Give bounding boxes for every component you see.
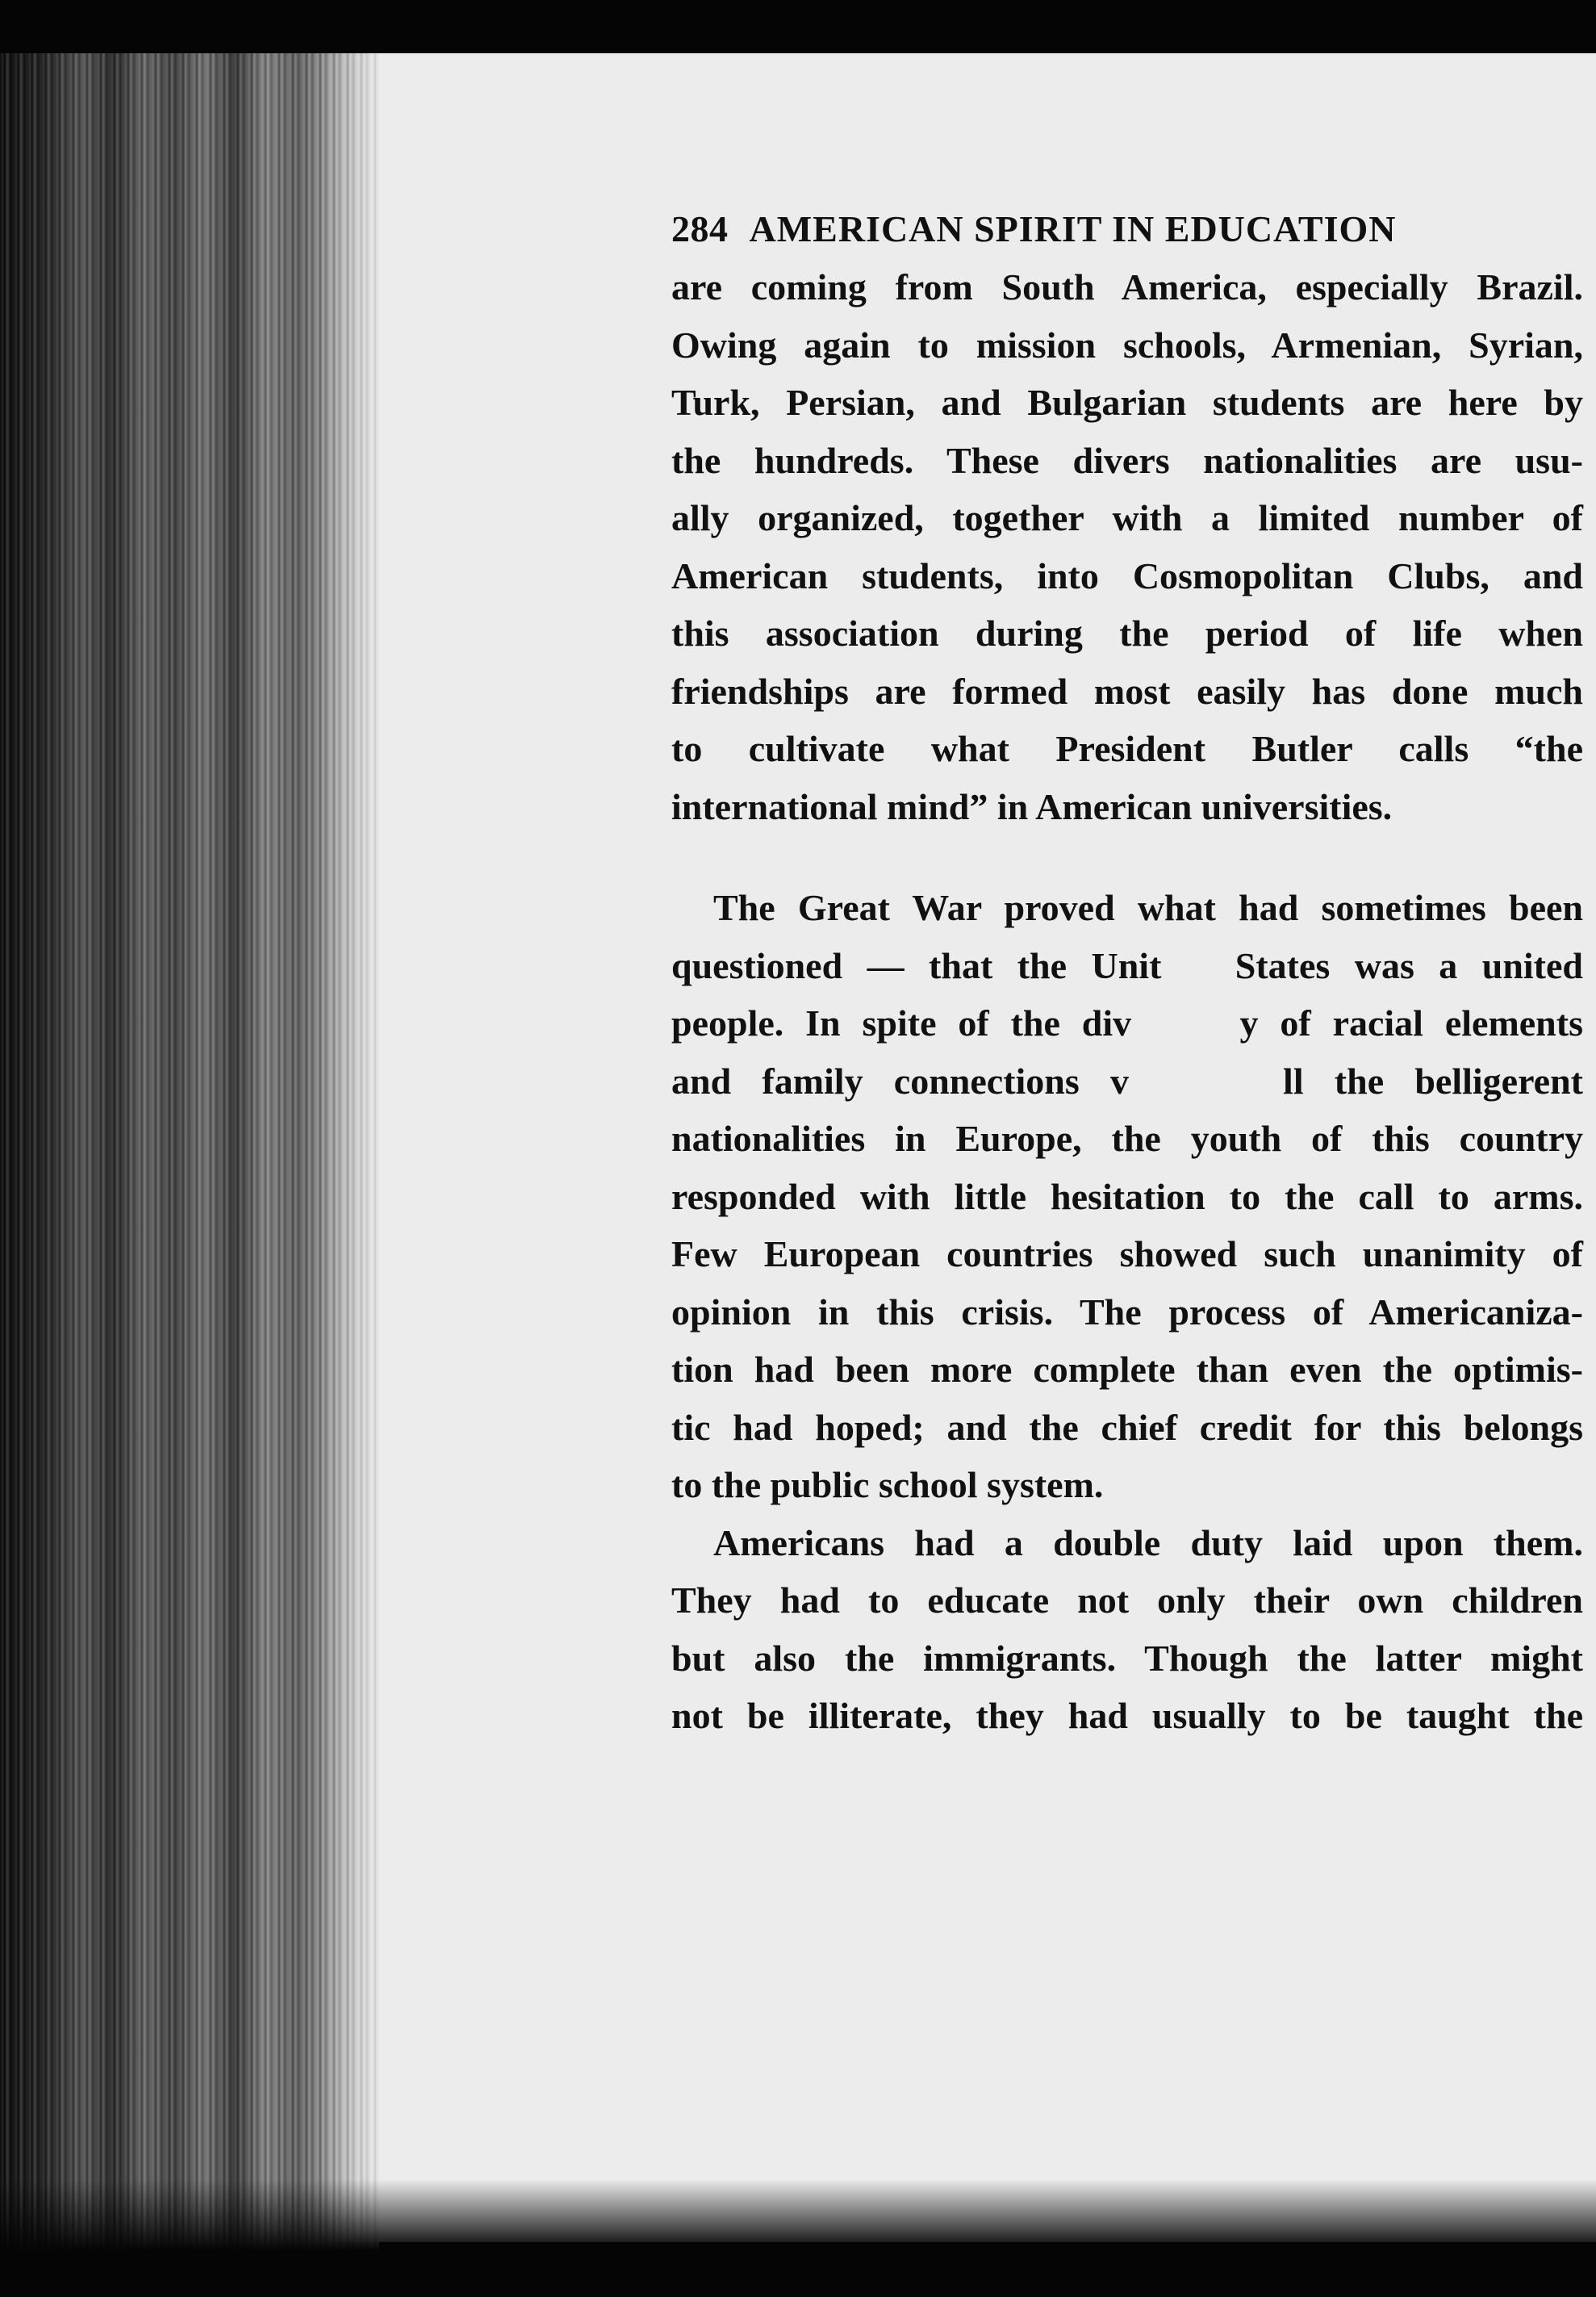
paragraph-3 bbox=[671, 1514, 1583, 1745]
text-line: not be illiterate, they had usually to be taught the bbox=[671, 1695, 1583, 1736]
text-line: Few European countries showed such unanimity of bbox=[671, 1233, 1583, 1274]
text-line: people. In spite of the div y of racial elements bbox=[671, 1002, 1583, 1044]
text-line: to cultivate what President Butler calls “the bbox=[671, 728, 1583, 769]
page-number: 284 bbox=[671, 208, 729, 249]
text-line: The Great War proved what had sometimes been bbox=[713, 887, 1583, 928]
text-line: opinion in this crisis. The process of Americaniza- bbox=[671, 1291, 1583, 1333]
text-line: They had to educate not only their own children bbox=[671, 1579, 1583, 1621]
bottom-shadow bbox=[0, 2179, 1596, 2297]
text-line: Turk, Persian, and Bulgarian students are here by bbox=[671, 382, 1583, 423]
text-line: tic had hoped; and the chief credit for this belongs bbox=[671, 1406, 1583, 1448]
text-line: nationalities in Europe, the youth of this country bbox=[671, 1118, 1583, 1159]
text-line: are coming from South America, especially Brazil. bbox=[671, 266, 1583, 308]
text-line: the hundreds. These divers nationalities are usu- bbox=[671, 439, 1583, 481]
text-line: Owing again to mission schools, Armenian, Syrian, bbox=[671, 324, 1583, 366]
text-line: responded with little hesitation to the call to arms. bbox=[671, 1175, 1583, 1217]
section-gap bbox=[671, 835, 1583, 879]
text-block bbox=[671, 200, 1583, 1745]
paragraph-1 bbox=[671, 258, 1583, 835]
text-line: friendships are formed most easily has done much bbox=[671, 670, 1583, 712]
text-line: ally organized, together with a limited number of bbox=[671, 497, 1583, 538]
text-line: international mind” in American universities. bbox=[671, 785, 1393, 827]
gutter-fade bbox=[323, 53, 403, 2242]
text-line: but also the immigrants. Though the latter might bbox=[671, 1637, 1583, 1679]
text-line: and family connections v ll the belligerent bbox=[671, 1060, 1583, 1102]
text-line: Americans had a double duty laid upon them. bbox=[713, 1521, 1583, 1563]
running-head: AMERICAN SPIRIT IN EDUCATION bbox=[749, 208, 1397, 249]
text-line: American students, into Cosmopolitan Clubs, and bbox=[671, 554, 1583, 596]
text-line: questioned — that the Unit States was a united bbox=[671, 944, 1583, 986]
paragraph-2 bbox=[671, 879, 1583, 1514]
text-line: tion had been more complete than even the optimis- bbox=[671, 1349, 1583, 1390]
page-header bbox=[671, 200, 1583, 258]
text-line: to the public school system. bbox=[671, 1464, 1104, 1505]
text-line: this association during the period of life when bbox=[671, 613, 1583, 654]
